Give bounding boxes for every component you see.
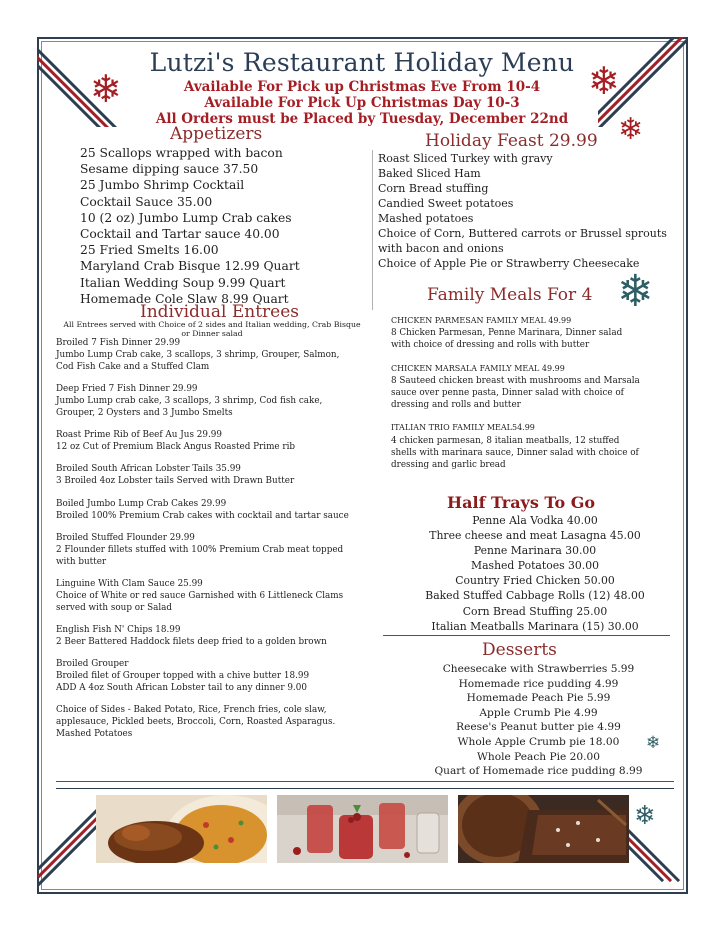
list-item bbox=[56, 464, 368, 488]
list-item bbox=[56, 338, 368, 374]
desserts-title: Desserts bbox=[482, 640, 557, 660]
list-item: 25 Jumbo Shrimp Cocktail bbox=[80, 178, 245, 193]
list-item: Country Fried Chicken 50.00 bbox=[455, 574, 615, 588]
snowflake-icon: ❄ bbox=[617, 266, 654, 317]
list-item: Italian Meatballs Marinara (15) 30.00 bbox=[431, 619, 639, 633]
column-divider bbox=[372, 150, 373, 310]
page-title: Lutzi's Restaurant Holiday Menu bbox=[149, 48, 575, 77]
family-meal-line: 8 Chicken Parmesan, Penne Marinara, Dinner salad bbox=[391, 328, 623, 339]
entree-line: English Fish N' Chips 18.99 bbox=[56, 625, 181, 636]
list-item: Candied Sweet potatoes bbox=[378, 197, 514, 210]
list-item bbox=[56, 625, 368, 649]
section-divider bbox=[383, 635, 670, 636]
list-item: with bacon and onions bbox=[378, 242, 504, 255]
family-meals-title: Family Meals For 4 bbox=[427, 285, 593, 305]
entree-line: Roast Prime Rib of Beef Au Jus 29.99 bbox=[56, 430, 222, 441]
desserts-list bbox=[405, 662, 672, 779]
entree-line: Jumbo Lump Crab cake, 3 scallops, 3 shrimp, Grouper, Salmon, bbox=[56, 349, 340, 360]
roast-chicken-rice-photo bbox=[96, 795, 267, 863]
list-item bbox=[391, 315, 681, 352]
footer-rule bbox=[56, 781, 674, 782]
entree-line: ADD A 4oz South African Lobster tail to any dinner 9.00 bbox=[56, 683, 307, 694]
pickup-christmas-eve: Available For Pick up Christmas Eve From 10-4 bbox=[183, 79, 541, 95]
snowflake-icon: ❄ bbox=[634, 801, 656, 831]
list-item: Quart of Homemade rice pudding 8.99 bbox=[434, 765, 643, 778]
half-trays-list bbox=[398, 513, 672, 634]
list-item: 25 Scallops wrapped with bacon bbox=[80, 146, 283, 160]
list-item: Choice of Corn, Buttered carrots or Brussel sprouts bbox=[378, 227, 667, 240]
list-item: Roast Sliced Turkey with gravy bbox=[378, 152, 553, 165]
entree-line: 2 Flounder fillets stuffed with 100% Premium Crab meat topped bbox=[56, 544, 344, 555]
footer-rule bbox=[56, 788, 674, 789]
list-item: Apple Crumb Pie 4.99 bbox=[479, 706, 598, 719]
list-item: Cocktail Sauce 35.00 bbox=[80, 194, 213, 209]
entree-line: Cod Fish Cake and a Stuffed Clam bbox=[56, 361, 210, 372]
appetizers-list bbox=[80, 145, 300, 307]
family-meal-line: 4 chicken parmesan, 8 italian meatballs, 12 stuffed bbox=[391, 435, 620, 446]
list-item: Baked Sliced Ham bbox=[378, 167, 481, 180]
list-item bbox=[391, 363, 681, 412]
list-item: Cocktail and Tartar sauce 40.00 bbox=[80, 227, 280, 242]
list-item bbox=[56, 384, 368, 420]
list-item: Penne Marinara 30.00 bbox=[473, 544, 597, 558]
list-item: Whole Peach Pie 20.00 bbox=[477, 750, 600, 763]
list-item: 10 (2 oz) Jumbo Lump Crab cakes bbox=[80, 210, 292, 225]
list-item: Homemade Peach Pie 5.99 bbox=[466, 692, 611, 705]
family-meal-line: sauce over penne pasta, Dinner salad with choice of bbox=[391, 388, 624, 399]
entree-line: 12 oz Cut of Premium Black Angus Roasted Prime rib bbox=[56, 442, 296, 453]
entree-line: Broiled Grouper bbox=[56, 659, 129, 670]
family-meals-list bbox=[391, 315, 681, 482]
list-item bbox=[56, 579, 368, 615]
list-item: Whole Apple Crumb pie 18.00 bbox=[457, 735, 620, 748]
cranberry-cocktails-photo bbox=[277, 795, 448, 863]
list-item: 25 Fried Smelts 16.00 bbox=[80, 243, 219, 258]
entree-line: served with soup or Salad bbox=[56, 602, 173, 613]
snowflake-icon: ❄ bbox=[646, 733, 661, 753]
half-trays-title: Half Trays To Go bbox=[447, 493, 596, 512]
entree-line: Linguine With Clam Sauce 25.99 bbox=[56, 578, 203, 589]
family-meal-line: dressing and rolls and butter bbox=[391, 400, 521, 411]
entree-line: Choice of Sides - Baked Potato, Rice, French fries, cole slaw, bbox=[56, 705, 327, 716]
list-item: Reese's Peanut butter pie 4.99 bbox=[456, 721, 621, 734]
appetizers-title: Appetizers bbox=[170, 124, 263, 144]
entree-line: Broiled 7 Fish Dinner 29.99 bbox=[56, 338, 181, 348]
family-meal-name: ITALIAN TRIO FAMILY MEAL54.99 bbox=[391, 423, 535, 433]
entrees-note bbox=[56, 320, 368, 338]
list-item: Penne Ala Vodka 40.00 bbox=[472, 514, 598, 527]
entree-line: Mashed Potatoes bbox=[56, 729, 133, 740]
entree-line: Broiled 100% Premium Crab cakes with cocktail and tartar sauce bbox=[56, 510, 349, 521]
list-item: Homemade rice pudding 4.99 bbox=[458, 677, 619, 690]
list-item bbox=[56, 705, 368, 741]
holiday-feast-list bbox=[378, 151, 667, 271]
entree-line: Grouper, 2 Oysters and 3 Jumbo Smelts bbox=[56, 407, 233, 418]
entree-line: Broiled filet of Grouper topped with a chive butter 18.99 bbox=[56, 671, 310, 682]
pickup-christmas-day: Available For Pick Up Christmas Day 10-3 bbox=[204, 95, 520, 111]
entree-line: Deep Fried 7 Fish Dinner 29.99 bbox=[56, 384, 198, 395]
snowflake-icon: ❄ bbox=[618, 112, 644, 147]
family-meal-name: CHICKEN PARMESAN FAMILY MEAL 49.99 bbox=[391, 316, 572, 325]
list-item bbox=[56, 659, 368, 695]
list-item bbox=[56, 430, 368, 454]
family-meal-line: shells with marinara sauce, Dinner salad with choice of bbox=[391, 447, 639, 458]
entrees-note-line: All Entrees served with Choice of 2 sides and Italian wedding, Crab Bisque bbox=[63, 320, 361, 329]
list-item bbox=[391, 422, 681, 471]
family-meal-name: CHICKEN MARSALA FAMILY MEAL 49.99 bbox=[391, 363, 565, 373]
list-item bbox=[56, 533, 368, 569]
list-item: Maryland Crab Bisque 12.99 Quart bbox=[80, 259, 300, 274]
snowflake-icon: ❄ bbox=[588, 59, 620, 103]
snowflake-icon: ❄ bbox=[90, 67, 122, 111]
list-item: Mashed Potatoes 30.00 bbox=[471, 559, 599, 573]
entree-line: Jumbo Lump crab cake, 3 scallops, 3 shrimp, Cod fish cake, bbox=[56, 396, 323, 407]
list-item: Sesame dipping sauce 37.50 bbox=[80, 162, 259, 177]
entree-line: 3 Broiled 4oz Lobster tails Served with Drawn Butter bbox=[56, 476, 295, 487]
entree-line: with butter bbox=[56, 556, 107, 567]
entree-line: Boiled Jumbo Lump Crab Cakes 29.99 bbox=[56, 498, 227, 509]
list-item: Baked Stuffed Cabbage Rolls (12) 48.00 bbox=[425, 589, 645, 603]
entrees-note-line: or Dinner salad bbox=[181, 329, 243, 338]
family-meal-line: dressing and garlic bread bbox=[391, 460, 506, 471]
family-meal-line: 8 Sauteed chicken breast with mushrooms and Marsala bbox=[391, 375, 640, 386]
list-item: Homemade Cole Slaw 8.99 Quart bbox=[80, 291, 289, 306]
list-item: Italian Wedding Soup 9.99 Quart bbox=[80, 275, 286, 290]
entree-line: Broiled South African Lobster Tails 35.99 bbox=[56, 464, 241, 475]
family-meal-line: with choice of dressing and rolls with butter bbox=[391, 340, 590, 351]
order-deadline: All Orders must be Placed by Tuesday, December 22nd bbox=[155, 111, 569, 127]
list-item: Mashed potatoes bbox=[378, 212, 474, 225]
entree-line: Broiled Stuffed Flounder 29.99 bbox=[56, 532, 195, 543]
list-item bbox=[56, 499, 368, 523]
holiday-feast-title: Holiday Feast 29.99 bbox=[425, 131, 598, 151]
list-item: Corn Bread Stuffing 25.00 bbox=[462, 604, 608, 618]
list-item: Choice of Apple Pie or Strawberry Cheesecake bbox=[378, 257, 640, 270]
list-item: Corn Bread stuffing bbox=[378, 182, 489, 195]
entrees-title: Individual Entrees bbox=[140, 302, 299, 322]
list-item: Three cheese and meat Lasagna 45.00 bbox=[429, 529, 641, 543]
entree-line: Choice of White or red sauce Garnished with 6 Littleneck Clams bbox=[56, 590, 344, 601]
entrees-list bbox=[56, 338, 368, 751]
entree-line: applesauce, Pickled beets, Broccoli, Corn, Roasted Asparagus. bbox=[56, 717, 336, 728]
list-item: Cheesecake with Strawberries 5.99 bbox=[442, 663, 635, 675]
entree-line: 2 Beer Battered Haddock filets deep fried to a golden brown bbox=[56, 636, 327, 647]
chocolate-cake-photo bbox=[458, 795, 629, 863]
